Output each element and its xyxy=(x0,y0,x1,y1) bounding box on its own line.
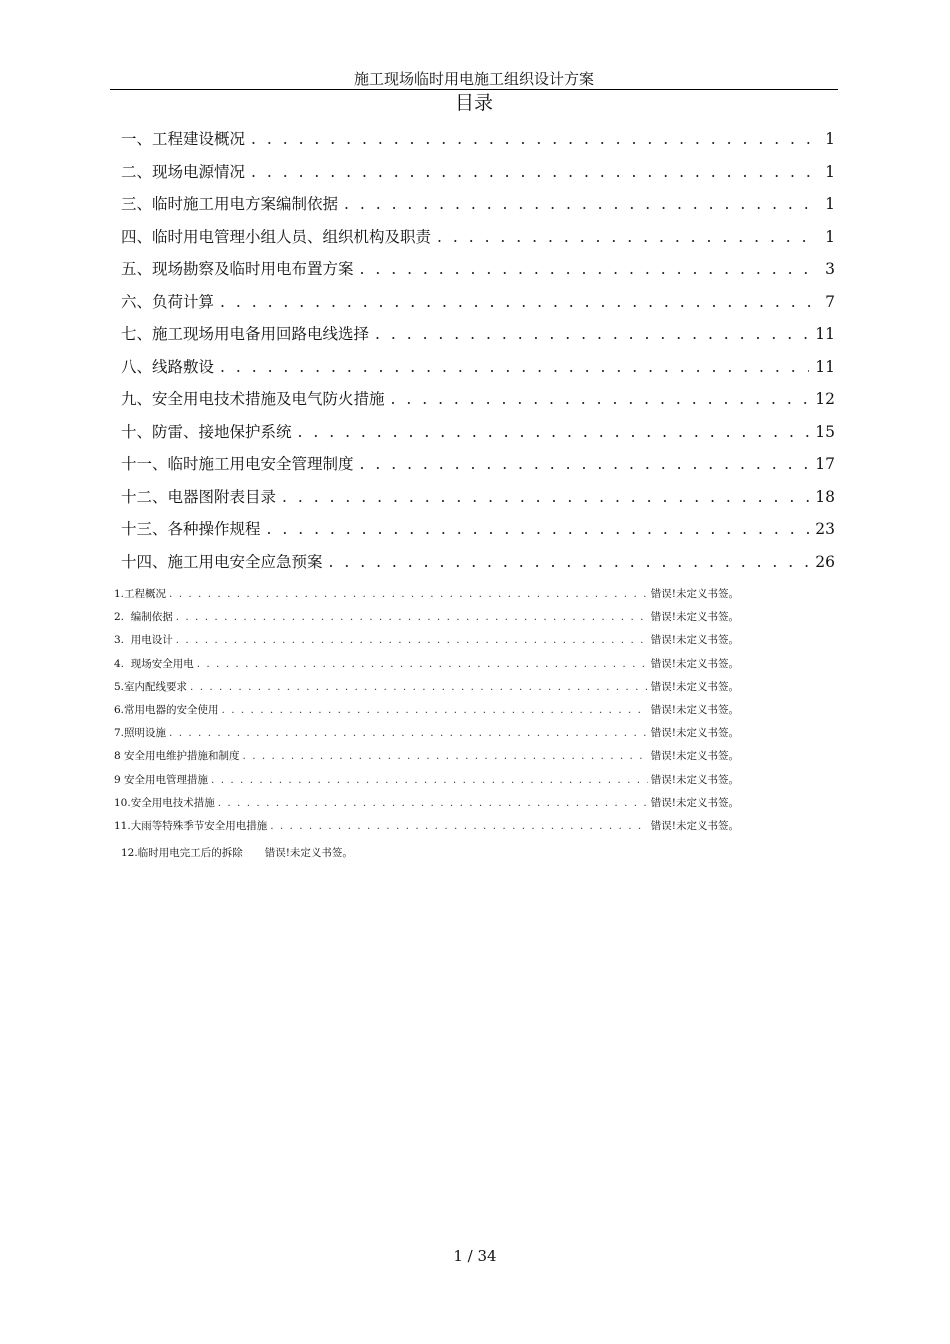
toc-leader xyxy=(391,388,810,410)
toc-entry-title: 十、防雷、接地保护系统 xyxy=(121,422,292,441)
toc-sub-entry[interactable] xyxy=(114,679,739,702)
toc-sub-page: 错误!未定义书签。 xyxy=(650,588,739,600)
toc-entry[interactable] xyxy=(121,291,835,324)
toc-entry-title: 一、工程建设概况 xyxy=(121,130,246,148)
toc-sub-page: 错误!未定义书签。 xyxy=(650,703,739,716)
toc-entry-page: 15 xyxy=(815,422,835,441)
toc-sub-title: 10.安全用电技术措施 xyxy=(114,796,215,809)
toc-main-list xyxy=(121,128,835,583)
toc-leader xyxy=(220,356,809,378)
toc-entry-page: 7 xyxy=(825,292,835,311)
toc-entry-title: 七、施工现场用电备用回路电线选择 xyxy=(121,325,370,343)
toc-entry-title: 十四、施工用电安全应急预案 xyxy=(121,552,323,571)
toc-entry-page: 23 xyxy=(815,520,835,538)
toc-entry-title: 六、负荷计算 xyxy=(121,292,215,311)
toc-sub-title: 8 安全用电维护措施和制度 xyxy=(114,750,240,763)
toc-entry[interactable] xyxy=(121,551,835,584)
toc-leader xyxy=(251,128,819,150)
toc-entry-title: 三、临时施工用电方案编制依据 xyxy=(121,195,339,213)
toc-leader xyxy=(298,421,810,443)
toc-leader xyxy=(169,586,648,602)
toc-sub-page: 错误!未定义书签。 xyxy=(650,796,739,809)
toc-sub-title: 7.照明设施 xyxy=(114,727,167,740)
toc-sub-entry[interactable] xyxy=(114,748,739,771)
toc-entry-title: 十三、各种操作规程 xyxy=(121,520,261,538)
toc-sub-page: 错误!未定义书签。 xyxy=(264,847,353,859)
toc-entry-title: 五、现场勘察及临时用电布置方案 xyxy=(121,260,354,278)
toc-sub-title: 5.室内配线要求 xyxy=(114,680,188,693)
toc-sub-entry[interactable] xyxy=(114,725,739,748)
toc-entry-page: 26 xyxy=(815,552,835,571)
toc-entry[interactable] xyxy=(121,193,835,226)
toc-entry-page: 3 xyxy=(825,260,835,278)
toc-entry-page: 1 xyxy=(825,130,835,148)
toc-entry[interactable] xyxy=(121,161,835,194)
toc-entry-title: 八、线路敷设 xyxy=(121,357,215,376)
toc-sub-entry[interactable] xyxy=(114,702,739,725)
toc-leader xyxy=(211,772,648,788)
toc-entry-page: 18 xyxy=(815,487,835,506)
toc-entry[interactable] xyxy=(121,453,835,486)
toc-entry-title: 九、安全用电技术措施及电气防火措施 xyxy=(121,390,385,408)
toc-leader xyxy=(329,551,810,573)
toc-sub-title: 9 安全用电管理措施 xyxy=(114,773,209,786)
toc-sub-title: 12.临时用电完工后的拆除 xyxy=(121,847,243,859)
toc-sub-title: 2. 编制依据 xyxy=(114,611,173,624)
toc-entry[interactable] xyxy=(121,128,835,161)
toc-sub-page: 错误!未定义书签。 xyxy=(650,634,739,647)
toc-leader xyxy=(360,258,820,280)
toc-entry[interactable] xyxy=(121,356,835,389)
toc-entry-title: 十二、电器图附表目录 xyxy=(121,487,277,506)
toc-sub-entry[interactable] xyxy=(114,795,739,818)
toc-sub-page: 错误!未定义书签。 xyxy=(650,727,739,740)
toc-leader xyxy=(360,453,810,475)
toc-entry-title: 四、临时用电管理小组人员、组织机构及职责 xyxy=(121,227,432,246)
toc-entry[interactable] xyxy=(121,258,835,291)
toc-leader xyxy=(344,193,819,215)
toc-leader xyxy=(176,632,648,648)
toc-sub-title: 6.常用电器的安全使用 xyxy=(114,703,219,716)
toc-sub-title: 1.工程概况 xyxy=(114,588,167,600)
toc-sub-list xyxy=(114,586,739,841)
toc-sub-page: 错误!未定义书签。 xyxy=(650,750,739,763)
toc-sub-title: 11.大雨等特殊季节安全用电措施 xyxy=(114,819,268,832)
toc-leader xyxy=(251,161,819,183)
toc-sub-entry[interactable] xyxy=(114,772,739,795)
toc-leader xyxy=(218,795,648,811)
toc-entry-page: 11 xyxy=(815,357,835,376)
toc-sub-entry[interactable] xyxy=(114,586,739,609)
toc-sub-entry-last[interactable] xyxy=(121,845,353,861)
page-number: 1 / 34 xyxy=(453,1247,497,1265)
toc-entry-page: 12 xyxy=(815,390,835,408)
toc-entry[interactable] xyxy=(121,388,835,421)
toc-sub-page: 错误!未定义书签。 xyxy=(650,819,739,832)
toc-leader xyxy=(169,725,648,741)
toc-sub-entry[interactable] xyxy=(114,818,739,841)
toc-leader xyxy=(222,702,648,718)
toc-sub-page: 错误!未定义书签。 xyxy=(650,657,739,670)
toc-entry[interactable] xyxy=(121,421,835,454)
toc-sub-page: 错误!未定义书签。 xyxy=(650,611,739,624)
toc-sub-entry[interactable] xyxy=(114,632,739,655)
toc-leader xyxy=(197,656,648,672)
toc-entry[interactable] xyxy=(121,323,835,356)
toc-entry[interactable] xyxy=(121,486,835,519)
toc-sub-entry[interactable] xyxy=(114,656,739,679)
header-divider xyxy=(110,89,838,90)
toc-entry-page: 1 xyxy=(825,162,835,181)
toc-leader xyxy=(375,323,809,345)
toc-entry[interactable] xyxy=(121,226,835,259)
toc-sub-title: 4. 现场安全用电 xyxy=(114,657,194,670)
toc-leader xyxy=(176,609,648,625)
toc-entry-page: 11 xyxy=(815,325,835,343)
running-header: 施工现场临时用电施工组织设计方案 xyxy=(353,70,594,88)
toc-leader xyxy=(267,518,810,540)
toc-entry-title: 十一、临时施工用电安全管理制度 xyxy=(121,455,354,473)
toc-sub-page: 错误!未定义书签。 xyxy=(650,680,739,693)
toc-sub-page: 错误!未定义书签。 xyxy=(650,773,739,786)
toc-leader xyxy=(190,679,648,695)
toc-leader xyxy=(243,748,648,764)
toc-entry-page: 1 xyxy=(825,195,835,213)
toc-sub-title: 3. 用电设计 xyxy=(114,634,173,647)
toc-entry-title: 二、现场电源情况 xyxy=(121,162,246,181)
toc-leader xyxy=(220,291,819,313)
toc-sub-entry[interactable] xyxy=(114,609,739,632)
toc-leader xyxy=(437,226,819,248)
toc-entry-page: 17 xyxy=(815,455,835,473)
toc-entry-page: 1 xyxy=(825,227,835,246)
toc-entry[interactable] xyxy=(121,518,835,551)
toc-leader xyxy=(270,818,648,834)
toc-heading: 目录 xyxy=(454,92,493,114)
toc-leader xyxy=(282,486,809,508)
